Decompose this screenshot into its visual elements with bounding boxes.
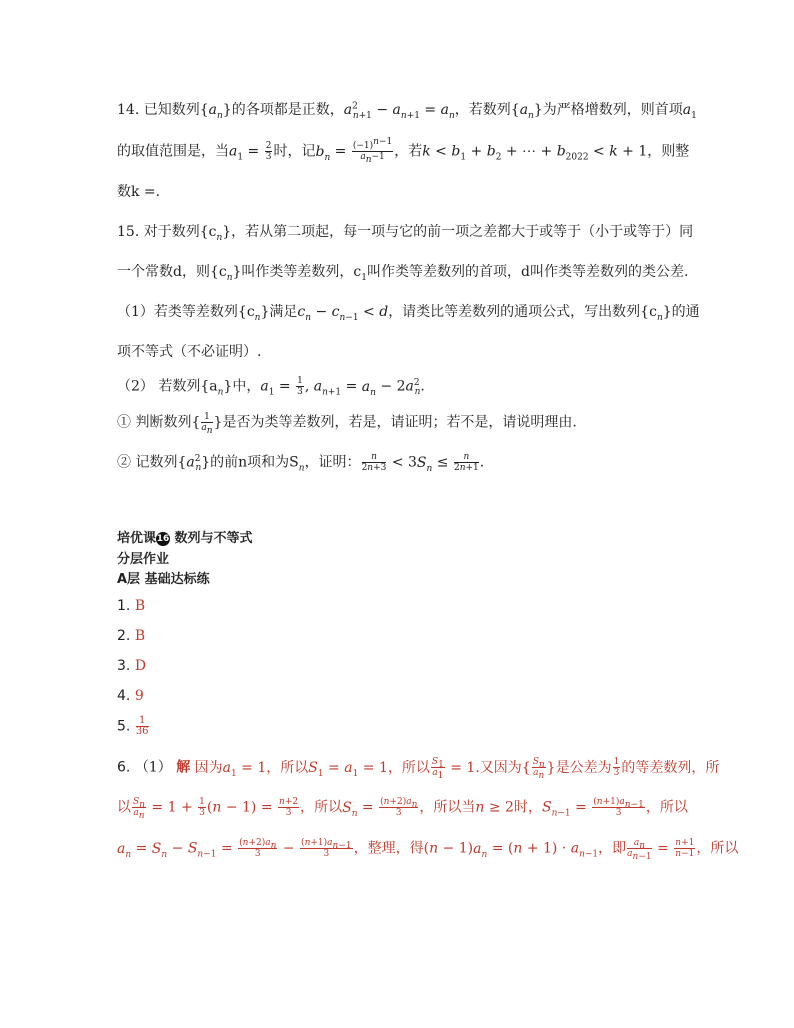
q6-line-1: 6. （1） 解 因为$a_1 = 1$，所以$S_1 = a_1 = 1$，所以 $\frac{S_1}{a_1}$ = 1.又因为{ $\frac{S_n}{a_n}$ }是公差为 $\frac{1}{3}$ 的等差数列，所 — [117, 757, 720, 781]
q6-line-3: $a_n = S_n - S_{n-1}$ = $\frac{(n+2)a_n}{3}$ − $\frac{(n+1)a_{n-1}}{3}$ ，整理，得$(n - 1)a_n = (n + 1) \cdot a_{n-1}$，即 $\frac{a_n}{a_{n-1}}$ = $\frac{n+1}{n-1}$ ，所以 — [117, 838, 739, 862]
q15-number: 15. — [117, 224, 140, 240]
q15-item-1: ① 判断数列{ $\frac{1}{a_n}$ }是否为类等差数列，若是，请证明；若不是，请说明理由. — [117, 412, 577, 436]
q15-line-2: 一个常数d，则$\{c_n\}$叫作类等差数列，$c_1$叫作类等差数列的首项，d叫作类等差数列的类公差. — [117, 264, 689, 283]
section-level: A层 基础达标练 — [117, 572, 210, 587]
q15-line-1: 15. 对于数列$\{c_n\}$，若从第二项起，每一项与它的前一项之差都大于或等于（小于或等于）同 — [117, 224, 694, 243]
q15-part2: （2） 若数列$\{a_n\}$中，$a_1$ = $\frac{1}{3}$ , $a_{n+1} = a_n - 2a^2_n$. — [117, 376, 425, 398]
q15-item-2: ② 记数列$\{a^2_n\}$的前n项和为$S_n$，证明： $\frac{n}{2n+3}$ < $3S_n$ ≤ $\frac{n}{2n+1}$ . — [117, 452, 485, 474]
answer-item: 4. 9 — [117, 688, 144, 704]
q6-line-2: 以 $\frac{S_n}{a_n}$ = 1 + $\frac{1}{3}$ (n − 1) = $\frac{n+2}{3}$ ，所以$S_n$ = $\frac{(n+2)a_n}{3}$ ，所以当n ≥ 2时，$S_{n-1}$ = $\frac{(n+1)a_{n-1}}{3}$ ，所以 — [117, 797, 688, 821]
answer-item: 2. B — [117, 628, 146, 644]
q14-number: 14. — [117, 102, 140, 118]
answer-item: 1. B — [117, 598, 146, 614]
number-badge: 16 — [156, 533, 170, 544]
q14-line-2: 的取值范围是，当$a_1$ = $\frac{2}{3}$ 时，记$b_n$ = $\frac{(-1)^{n-1}}{a_n-1}$ ，若$k < b_1 + b_2$ + ⋯ + $b_{2022} < k + 1$，则整 — [117, 137, 690, 165]
section-subtitle: 分层作业 — [117, 552, 170, 567]
answer-item: 3. D — [117, 658, 147, 674]
answer-item: 5. $\frac{1}{36}$ — [117, 715, 149, 737]
q15-part1-line-2: 项不等式（不必证明）. — [117, 344, 262, 360]
q15-part1-line-1: （1）若类等差数列$\{c_n\}$满足$c_n - c_{n-1} < d$，请类比等差数列的通项公式，写出数列$\{c_n\}$的通 — [117, 304, 700, 323]
q14-line-3: 数k =. — [117, 184, 161, 200]
section-title: 培优课16 数列与不等式 — [117, 531, 253, 546]
q14-line-1: 14. 已知数列$\{a_n\}$的各项都是正数，$a^2_{n+1} - a_{n+1} = a_n$，若数列$\{a_n\}$为严格增数列，则首项$a_1$ — [117, 101, 697, 121]
